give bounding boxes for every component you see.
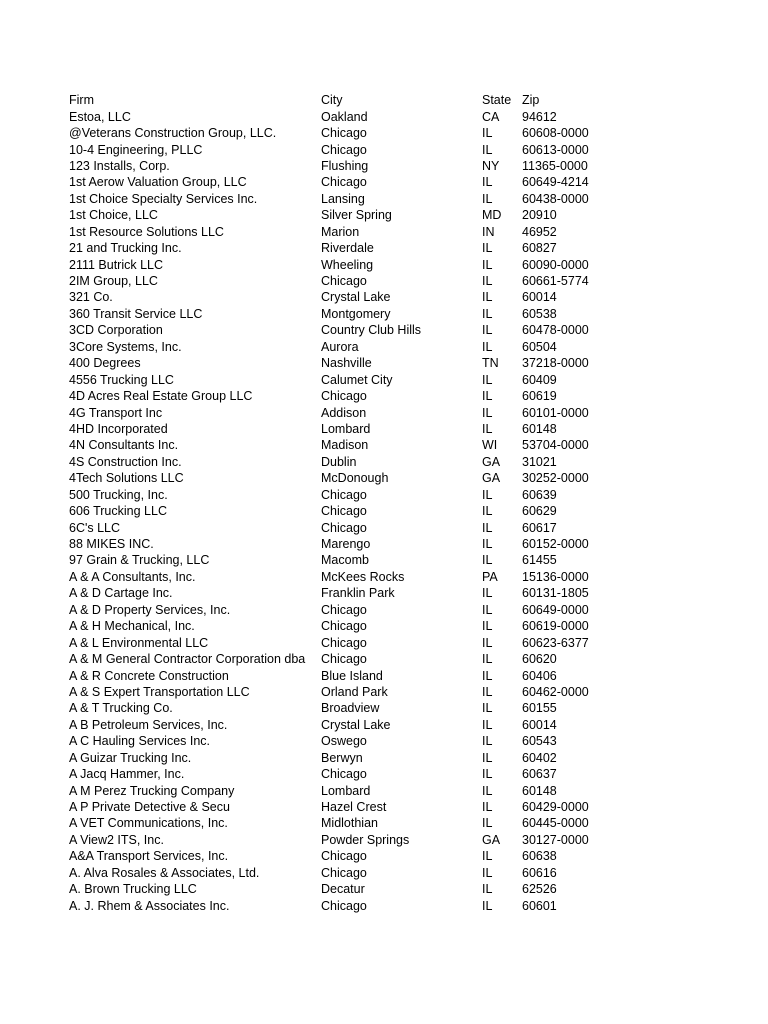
- cell-city: Chicago: [321, 767, 367, 782]
- table-row: [66, 799, 706, 815]
- cell-city: Madison: [321, 438, 369, 453]
- cell-zip: 15136-0000: [522, 569, 589, 584]
- cell-state: IL: [482, 405, 493, 420]
- cell-firm: A. Alva Rosales & Associates, Ltd.: [69, 865, 260, 880]
- table-row: [66, 470, 706, 486]
- table-row: [66, 651, 706, 667]
- cell-zip: 60478-0000: [522, 323, 589, 338]
- cell-state: GA: [482, 454, 501, 469]
- cell-firm: 1st Choice Specialty Services Inc.: [69, 191, 258, 206]
- cell-zip: 60629: [522, 504, 557, 519]
- cell-zip: 60601: [522, 898, 557, 913]
- cell-city: Orland Park: [321, 684, 388, 699]
- cell-city: Chicago: [321, 652, 367, 667]
- table-row: [66, 207, 706, 223]
- table-row: [66, 108, 706, 124]
- cell-zip: 60608-0000: [522, 126, 589, 141]
- cell-zip: 60152-0000: [522, 537, 589, 552]
- cell-firm: A. Brown Trucking LLC: [69, 882, 197, 897]
- cell-firm: A & L Environmental LLC: [69, 635, 209, 650]
- cell-firm: 6C's LLC: [69, 520, 121, 535]
- cell-city: Chicago: [321, 635, 367, 650]
- cell-city: Chicago: [321, 619, 367, 634]
- table-row: [66, 503, 706, 519]
- cell-city: Riverdale: [321, 241, 374, 256]
- cell-city: Chicago: [321, 126, 367, 141]
- cell-zip: 60649-0000: [522, 602, 589, 617]
- table-row: [66, 667, 706, 683]
- cell-firm: A & H Mechanical, Inc.: [69, 619, 195, 634]
- cell-state: IL: [482, 142, 493, 157]
- cell-city: McKees Rocks: [321, 569, 405, 584]
- table-row: [66, 536, 706, 552]
- cell-state: IL: [482, 734, 493, 749]
- cell-firm: 1st Resource Solutions LLC: [69, 224, 224, 239]
- cell-zip: 37218-0000: [522, 356, 589, 371]
- cell-firm: 606 Trucking LLC: [69, 504, 167, 519]
- cell-zip: 94612: [522, 109, 557, 124]
- cell-city: Country Club Hills: [321, 323, 422, 338]
- cell-zip: 60148: [522, 783, 557, 798]
- cell-state: IL: [482, 783, 493, 798]
- cell-zip: 60661-5774: [522, 274, 589, 289]
- cell-city: Berwyn: [321, 750, 363, 765]
- cell-city: Hazel Crest: [321, 800, 387, 815]
- cell-state: WI: [482, 438, 498, 453]
- cell-zip: 60014: [522, 290, 557, 305]
- cell-city: Chicago: [321, 274, 367, 289]
- table-row: [66, 487, 706, 503]
- cell-state: IL: [482, 241, 493, 256]
- cell-firm: 4D Acres Real Estate Group LLC: [69, 389, 253, 404]
- cell-state: PA: [482, 569, 498, 584]
- cell-state: IL: [482, 767, 493, 782]
- cell-state: IL: [482, 717, 493, 732]
- cell-zip: 60014: [522, 717, 557, 732]
- cell-state: IL: [482, 504, 493, 519]
- table-row: [66, 141, 706, 157]
- cell-firm: A & M General Contractor Corporation dba: [69, 652, 306, 667]
- cell-city: Marion: [321, 224, 360, 239]
- cell-city: Lansing: [321, 191, 365, 206]
- table-row: [66, 174, 706, 190]
- cell-zip: 60619: [522, 389, 557, 404]
- cell-firm: 4N Consultants Inc.: [69, 438, 179, 453]
- cell-zip: 60131-1805: [522, 586, 589, 601]
- table-row: [66, 832, 706, 848]
- cell-state: IL: [482, 635, 493, 650]
- table-row: [66, 224, 706, 240]
- cell-state: GA: [482, 471, 501, 486]
- cell-zip: 30127-0000: [522, 832, 589, 847]
- cell-zip: 60504: [522, 339, 557, 354]
- cell-zip: 60616: [522, 865, 557, 880]
- cell-state: IL: [482, 701, 493, 716]
- cell-firm: A M Perez Trucking Company: [69, 783, 235, 798]
- cell-zip: 60438-0000: [522, 191, 589, 206]
- cell-state: IL: [482, 389, 493, 404]
- cell-zip: 61455: [522, 553, 557, 568]
- cell-state: GA: [482, 832, 501, 847]
- table-row: [66, 454, 706, 470]
- cell-zip: 60538: [522, 306, 557, 321]
- cell-firm: 88 MIKES INC.: [69, 537, 154, 552]
- table-row: [66, 602, 706, 618]
- table-row: [66, 240, 706, 256]
- cell-state: IL: [482, 882, 493, 897]
- cell-city: Marengo: [321, 537, 371, 552]
- cell-firm: A P Private Detective & Secu: [69, 800, 230, 815]
- table-row: [66, 865, 706, 881]
- cell-firm: A. J. Rhem & Associates Inc.: [69, 898, 230, 913]
- cell-firm: 2111 Butrick LLC: [69, 257, 164, 272]
- table-row: [66, 848, 706, 864]
- cell-firm: 1st Choice, LLC: [69, 208, 158, 223]
- cell-city: Midlothian: [321, 816, 378, 831]
- table-row: [66, 421, 706, 437]
- cell-firm: A View2 ITS, Inc.: [69, 832, 164, 847]
- cell-state: IL: [482, 421, 493, 436]
- table-row: [66, 700, 706, 716]
- cell-state: IN: [482, 224, 495, 239]
- table-row: [66, 881, 706, 897]
- cell-zip: 53704-0000: [522, 438, 589, 453]
- cell-state: IL: [482, 191, 493, 206]
- table-row: [66, 191, 706, 207]
- cell-zip: 60638: [522, 849, 557, 864]
- cell-state: TN: [482, 356, 499, 371]
- cell-firm: A & D Property Services, Inc.: [69, 602, 231, 617]
- cell-firm: Estoa, LLC: [69, 109, 131, 124]
- cell-firm: 3CD Corporation: [69, 323, 163, 338]
- cell-zip: 60429-0000: [522, 800, 589, 815]
- table-row: [66, 322, 706, 338]
- cell-firm: 4556 Trucking LLC: [69, 372, 174, 387]
- cell-firm: 360 Transit Service LLC: [69, 306, 203, 321]
- table-row: [66, 388, 706, 404]
- cell-state: IL: [482, 619, 493, 634]
- cell-firm: 500 Trucking, Inc.: [69, 487, 168, 502]
- cell-state: IL: [482, 750, 493, 765]
- cell-city: Crystal Lake: [321, 717, 391, 732]
- table-row: [66, 684, 706, 700]
- cell-firm: 321 Co.: [69, 290, 113, 305]
- table-row: [66, 437, 706, 453]
- cell-state: IL: [482, 175, 493, 190]
- cell-state: IL: [482, 849, 493, 864]
- cell-firm: A & R Concrete Construction: [69, 668, 229, 683]
- cell-firm: 4Tech Solutions LLC: [69, 471, 184, 486]
- cell-zip: 60101-0000: [522, 405, 589, 420]
- table-row: [66, 782, 706, 798]
- cell-zip: 62526: [522, 882, 557, 897]
- cell-state: IL: [482, 487, 493, 502]
- cell-city: Blue Island: [321, 668, 383, 683]
- cell-state: MD: [482, 208, 502, 223]
- cell-city: Chicago: [321, 865, 367, 880]
- cell-firm: @Veterans Construction Group, LLC.: [69, 126, 277, 141]
- cell-firm: 4HD Incorporated: [69, 421, 168, 436]
- cell-city: Franklin Park: [321, 586, 395, 601]
- cell-firm: 3Core Systems, Inc.: [69, 339, 182, 354]
- cell-zip: 60462-0000: [522, 684, 589, 699]
- cell-zip: 60620: [522, 652, 557, 667]
- cell-state: IL: [482, 537, 493, 552]
- cell-zip: 60402: [522, 750, 557, 765]
- cell-city: McDonough: [321, 471, 389, 486]
- table-row: [66, 519, 706, 535]
- cell-state: IL: [482, 553, 493, 568]
- cell-state: IL: [482, 898, 493, 913]
- cell-city: Chicago: [321, 504, 367, 519]
- header-city: City: [321, 93, 343, 108]
- cell-state: IL: [482, 274, 493, 289]
- cell-city: Calumet City: [321, 372, 393, 387]
- header-firm: Firm: [69, 93, 94, 108]
- table-row: [66, 585, 706, 601]
- cell-city: Chicago: [321, 849, 367, 864]
- header-zip: Zip: [522, 93, 540, 108]
- cell-city: Nashville: [321, 356, 372, 371]
- cell-zip: 60617: [522, 520, 557, 535]
- table-row: [66, 339, 706, 355]
- cell-state: IL: [482, 652, 493, 667]
- cell-state: IL: [482, 306, 493, 321]
- cell-city: Lombard: [321, 421, 371, 436]
- cell-firm: 4S Construction Inc.: [69, 454, 182, 469]
- cell-city: Macomb: [321, 553, 369, 568]
- table-row: [66, 158, 706, 174]
- cell-state: IL: [482, 602, 493, 617]
- cell-zip: 60155: [522, 701, 557, 716]
- cell-zip: 60639: [522, 487, 557, 502]
- table-row: [66, 569, 706, 585]
- cell-firm: 1st Aerow Valuation Group, LLC: [69, 175, 247, 190]
- cell-zip: 60649-4214: [522, 175, 589, 190]
- table-row: [66, 552, 706, 568]
- cell-zip: 11365-0000: [522, 158, 588, 173]
- cell-firm: A&A Transport Services, Inc.: [69, 849, 229, 864]
- cell-state: CA: [482, 109, 500, 124]
- cell-firm: 4G Transport Inc: [69, 405, 163, 420]
- cell-firm: A VET Communications, Inc.: [69, 816, 228, 831]
- table-row: [66, 733, 706, 749]
- cell-firm: A C Hauling Services Inc.: [69, 734, 211, 749]
- cell-city: Chicago: [321, 175, 367, 190]
- cell-city: Chicago: [321, 142, 367, 157]
- cell-zip: 30252-0000: [522, 471, 589, 486]
- cell-zip: 60637: [522, 767, 557, 782]
- cell-state: IL: [482, 290, 493, 305]
- table-row: [66, 618, 706, 634]
- cell-state: IL: [482, 257, 493, 272]
- cell-zip: 60148: [522, 421, 557, 436]
- cell-city: Lombard: [321, 783, 371, 798]
- cell-firm: A & T Trucking Co.: [69, 701, 173, 716]
- cell-zip: 60619-0000: [522, 619, 589, 634]
- cell-city: Oakland: [321, 109, 368, 124]
- cell-city: Oswego: [321, 734, 367, 749]
- cell-state: IL: [482, 800, 493, 815]
- cell-zip: 46952: [522, 224, 557, 239]
- cell-firm: 10-4 Engineering, PLLC: [69, 142, 203, 157]
- cell-city: Chicago: [321, 389, 367, 404]
- cell-city: Chicago: [321, 898, 367, 913]
- table-row: [66, 371, 706, 387]
- cell-city: Dublin: [321, 454, 357, 469]
- table-row: [66, 717, 706, 733]
- cell-state: IL: [482, 323, 493, 338]
- cell-firm: 123 Installs, Corp.: [69, 158, 170, 173]
- cell-zip: 60613-0000: [522, 142, 589, 157]
- cell-zip: 31021: [522, 454, 557, 469]
- table-row: [66, 750, 706, 766]
- cell-city: Broadview: [321, 701, 380, 716]
- table-row: [66, 897, 706, 913]
- cell-zip: 60445-0000: [522, 816, 589, 831]
- cell-state: IL: [482, 372, 493, 387]
- cell-state: NY: [482, 158, 500, 173]
- cell-city: Addison: [321, 405, 367, 420]
- cell-firm: 400 Degrees: [69, 356, 141, 371]
- table-row: [66, 815, 706, 831]
- cell-city: Chicago: [321, 487, 367, 502]
- table-row: [66, 404, 706, 420]
- cell-city: Flushing: [321, 158, 369, 173]
- table-row: [66, 256, 706, 272]
- cell-zip: 60827: [522, 241, 557, 256]
- cell-city: Silver Spring: [321, 208, 392, 223]
- cell-city: Crystal Lake: [321, 290, 391, 305]
- table-row: [66, 273, 706, 289]
- table-row: [66, 766, 706, 782]
- cell-zip: 60623-6377: [522, 635, 589, 650]
- cell-firm: A B Petroleum Services, Inc.: [69, 717, 228, 732]
- cell-state: IL: [482, 339, 493, 354]
- table-row: [66, 306, 706, 322]
- cell-city: Montgomery: [321, 306, 391, 321]
- cell-firm: A Guizar Trucking Inc.: [69, 750, 192, 765]
- header-row: [66, 92, 706, 108]
- cell-firm: A & S Expert Transportation LLC: [69, 684, 250, 699]
- cell-firm: 2IM Group, LLC: [69, 274, 158, 289]
- cell-state: IL: [482, 126, 493, 141]
- cell-firm: A & D Cartage Inc.: [69, 586, 173, 601]
- cell-city: Powder Springs: [321, 832, 410, 847]
- cell-zip: 20910: [522, 208, 557, 223]
- cell-state: IL: [482, 684, 493, 699]
- cell-city: Chicago: [321, 520, 367, 535]
- cell-state: IL: [482, 520, 493, 535]
- table-row: [66, 634, 706, 650]
- table-row: [66, 125, 706, 141]
- cell-city: Aurora: [321, 339, 359, 354]
- cell-state: IL: [482, 865, 493, 880]
- table-row: [66, 289, 706, 305]
- cell-firm: A & A Consultants, Inc.: [69, 569, 196, 584]
- cell-firm: A Jacq Hammer, Inc.: [69, 767, 185, 782]
- cell-firm: 97 Grain & Trucking, LLC: [69, 553, 210, 568]
- cell-zip: 60090-0000: [522, 257, 589, 272]
- header-state: State: [482, 93, 512, 108]
- table-row: [66, 355, 706, 371]
- cell-city: Wheeling: [321, 257, 374, 272]
- cell-state: IL: [482, 816, 493, 831]
- cell-state: IL: [482, 668, 493, 683]
- cell-zip: 60543: [522, 734, 557, 749]
- table-body: [66, 108, 706, 913]
- cell-firm: 21 and Trucking Inc.: [69, 241, 182, 256]
- cell-zip: 60406: [522, 668, 557, 683]
- cell-city: Decatur: [321, 882, 365, 897]
- firm-table: [66, 92, 706, 914]
- cell-zip: 60409: [522, 372, 557, 387]
- cell-state: IL: [482, 586, 493, 601]
- cell-city: Chicago: [321, 602, 367, 617]
